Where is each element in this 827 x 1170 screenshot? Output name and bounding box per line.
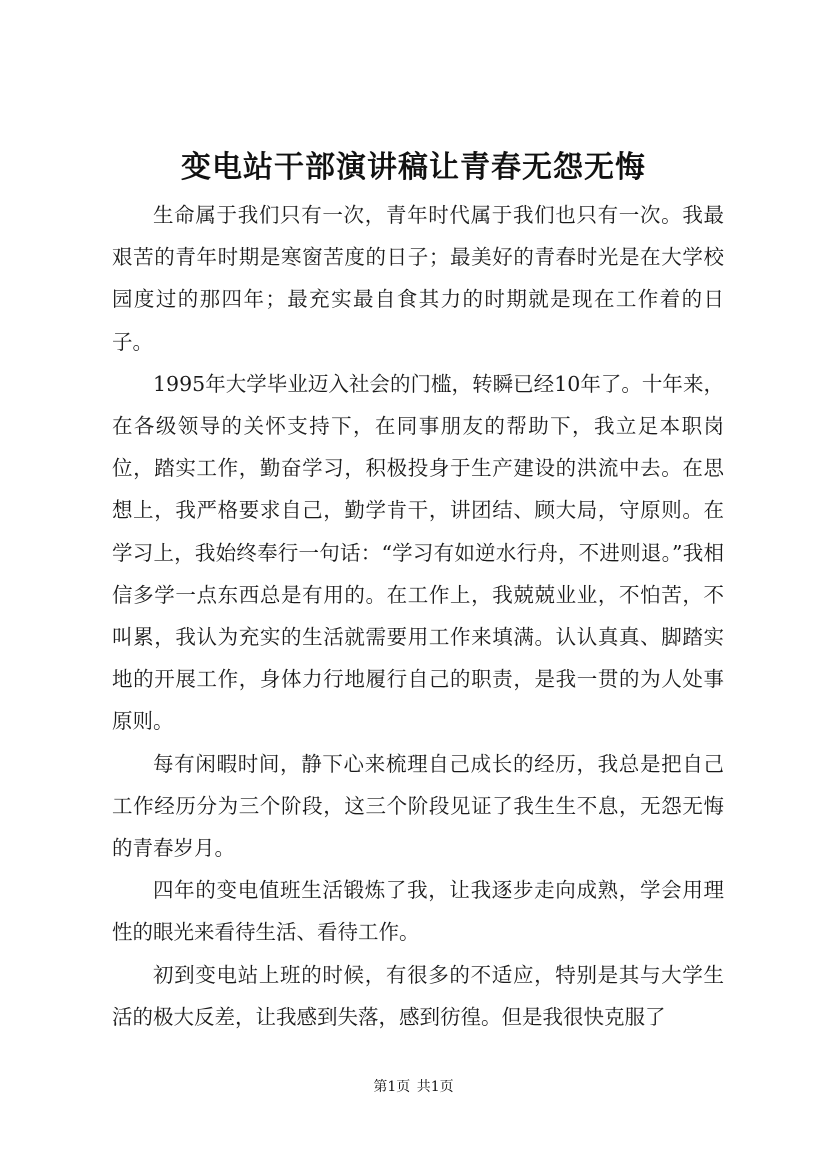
paragraph: 每有闲暇时间，静下心来梳理自己成长的经历，我总是把自己工作经历分为三个阶段，这三个阶段见证了我生生不息，无怨无悔的青春岁月。 — [112, 751, 724, 861]
paragraph: 1995年大学毕业迈入社会的门槛，转瞬已经10年了。十年来，在各级领导的关怀支持下，在同事朋友的帮助下，我立足本职岗位，踏实工作，勤奋学习，积极投身于生产建设的洪流中去。在思想上，我严格要求自己，勤学肯干，讲团结、顾大局，守原则。在学习上，我始终奉行一句话：“学习有如逆水行舟，不进则退。”我相信多学一点东西总是有用的。在工作上，我兢兢业业，不怕苦，不叫累，我认为充实的生活就需要用工作来填满。认认真真、脚踏实地的开展工作，身体力行地履行自己的职责，是我一贯的为人处事原则。 — [112, 371, 724, 734]
paragraph: 四年的变电值班生活锻炼了我，让我逐步走向成熟，学会用理性的眼光来看待生活、看待工作。 — [112, 878, 724, 945]
paragraph: 初到变电站上班的时候，有很多的不适应，特别是其与大学生活的极大反差，让我感到失落，感到彷徨。但是我很快克服了 — [112, 962, 724, 1029]
page-footer: 第1页 共1页 — [373, 1079, 454, 1095]
document-title: 变电站干部演讲稿让青春无怨无悔 — [181, 150, 646, 185]
document-body — [112, 194, 724, 1038]
paragraph: 生命属于我们只有一次，青年时代属于我们也只有一次。我最艰苦的青年时期是寒窗苦度的日子；最美好的青春时光是在大学校园度过的那四年；最充实最自食其力的时期就是现在工作着的日子。 — [112, 203, 724, 354]
